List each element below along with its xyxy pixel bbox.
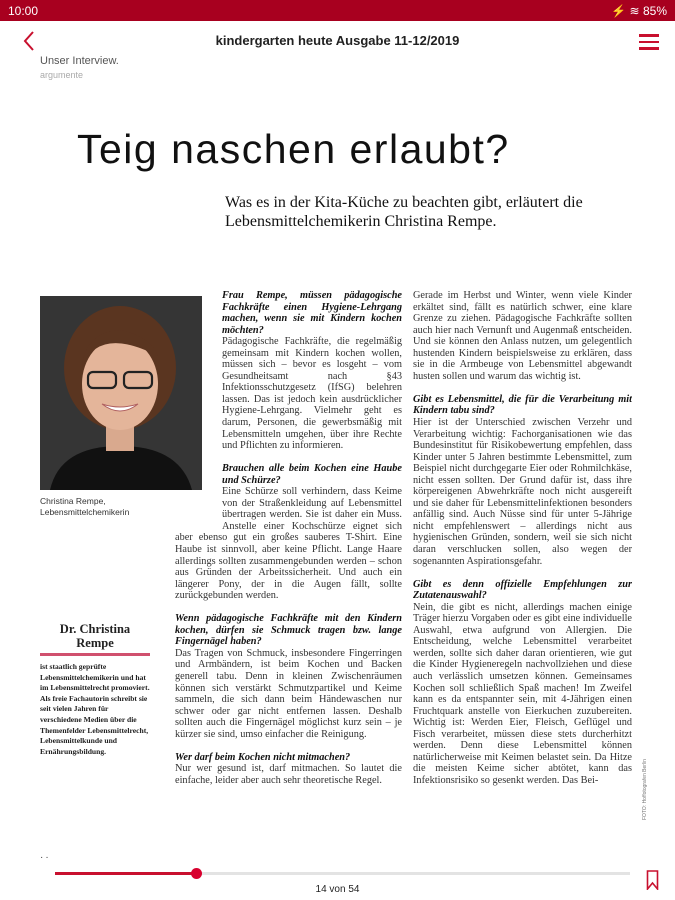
- interview-answer: Das Tragen von Schmuck, insbesondere Fingerringen und Armbändern, ist beim Kochen und Backen generell tabu. Denn in kleinen Zwischenräumen können sich verstärkt Schmutzpartikel und Keime sammeln, die sich dann beim Händewaschen nur schwer oder gar nicht entfernen lassen. Deshalb sollten auch die Fingernägel möglichst kurz sein – je kürzer sie sind, umso einfacher die Reinigung.: [175, 647, 402, 740]
- signal-wifi-icon: ⚡ ≋: [611, 3, 640, 18]
- article-headline: Teig naschen erlaubt?: [77, 126, 510, 172]
- bookmark-icon: [646, 870, 659, 890]
- menu-button[interactable]: [639, 34, 659, 49]
- author-name: Dr. Christina Rempe: [59, 622, 131, 650]
- interview-question: Gibt es denn offizielle Empfehlungen zur Zutatenauswahl?: [413, 578, 632, 602]
- interview-question: Brauchen alle beim Kochen eine Haube und Schürze?: [222, 463, 402, 486]
- page-slider-thumb[interactable]: [191, 868, 202, 879]
- page-slider-progress: [55, 872, 196, 875]
- section-category: argumente: [40, 70, 84, 80]
- caption-role: Lebensmittelchemikerin: [40, 506, 130, 517]
- bookmark-button[interactable]: [646, 870, 659, 890]
- article-column-2: [175, 290, 402, 850]
- status-bar: [0, 0, 675, 21]
- caption-name: Christina Rempe,: [40, 496, 106, 506]
- interview-answer: Pädagogische Fachkräfte, die regelmäßig gemeinsam mit Kindern kochen wollen, müssen sich – bevor es losgeht – vom Gesundheitsamt nach §43 Infektionsschutzgesetz (IfSG) belehren lassen. Das ist jedoch kein ausdrücklicher Hygiene-Lehrgang. Vielmehr geht es darum, Personen, die gewerbsmäßig mit Lebensmitteln umgehen, über ihre Rechte und Pflichten zu informieren.: [222, 336, 402, 452]
- interview-question: Wer darf beim Kochen nicht mitmachen?: [175, 751, 351, 763]
- battery-level: 85%: [642, 3, 667, 18]
- interview-question: Gibt es Lebensmittel, die für die Verarbeitung mit Kindern tabu sind?: [413, 393, 632, 417]
- hamburger-icon: [639, 34, 659, 37]
- article-column-3: [413, 290, 632, 850]
- author-divider: [40, 653, 150, 656]
- photo-credit: FOTO: Hoffotografen Berlin: [642, 759, 648, 820]
- section-kicker: Unser Interview.: [40, 55, 119, 67]
- article-subtitle: Was es in der Kita-Küche zu beachten gibt, erläutert die Lebensmittelchemikerin Christina Rempe.: [225, 194, 583, 230]
- interview-answer: Gerade im Herbst und Winter, wenn viele Kinder erkältet sind, fällt es natürlich schwer, eine klare Grenze zu ziehen. Pädagogische Fachkräfte sollten auch hier nach Vernunft und Augenmaß entscheiden. Und sie können den Anlass nutzen, um gelegentlich hustenden Kindern beispielsweise zu erklären, dass sie in die Armbeuge von Lebensmittel abgewandt husten sollen und warum das wichtig ist.: [413, 290, 632, 382]
- interview-answer: Hier ist der Unterschied zwischen Verzehr und Verarbeitung wichtig: Fachorganisationen wie das Bundesinstitut für Risikobewertung empfehlen, dass Kinder unter 5 Jahren bestimmte Lebensmittel, zum Beispiel nicht durchgegarte Eier oder Rohmilchkäse, nicht essen sollten. Der Grund dafür ist, dass ihre körpereigenen Abwehrkräfte noch nicht ausgereift und sie daher für Lebensmittelinfektionen besonders anfällig sind. Auch Nüsse sind für unter 5-Jährige nicht empfehlenswert – allerdings nicht aus hygienischen Gründen, sondern, weil sie sich nicht daran verschlucken sollen, also wegen der sogenannten Aspirationsgefahr.: [413, 416, 632, 567]
- issue-title: kindergarten heute Ausgabe 11-12/2019: [215, 33, 460, 48]
- page-slider[interactable]: [55, 872, 630, 875]
- photo-caption: [40, 496, 129, 517]
- status-icons: [611, 4, 667, 18]
- interview-question: Frau Rempe, müssen pädagogische Fachkräfte einen Hygiene-Lehrgang machen, wenn sie mit Kindern kochen möchten?: [222, 290, 402, 336]
- interview-answer: Nur wer gesund ist, darf mitmachen. So lautet die einfache, leider aber auch sehr theoretische Regel.: [175, 763, 402, 786]
- page-indicator: 14 von 54: [315, 884, 360, 895]
- interview-answer: Nein, die gibt es nicht, allerdings machen einige Träger hierzu Vorgaben oder es gibt eine individuelle Auswahl, etwa aufgrund von Allergien. Die Entscheidung, welche Lebensmittel verarbeitet werden, sollte sich daher daran orientieren, wie gut die Kinder Hygieneregeln nachvollziehen und diese auch verlässlich umsetzen können. Gemeinsames Kochen soll schließlich Spaß machen! Im Zweifel kann es da entspannter sein, mit 4-Jährigen einen Fruchtquark anstelle von Eierkuchen zuzubereiten. Wichtig ist: Werden Eier, Fleisch, Geflügel und Fisch verarbeitet, müssen diese stets durcherhitzt werden. Denn diese Lebensmittel können natürlicherweise mit Keimen belastet sein. Da Hitze die meisten Keime sicher abtötet, kann das Infektionsrisiko so gesenkt werden. Das Bei-: [413, 601, 632, 786]
- status-time: 10:00: [8, 3, 39, 18]
- author-bio: ist staatlich geprüfte Lebensmittelchemikerin und hat im Lebensmittelrecht promoviert. Als freie Fachautorin schreibt sie seit vielen Jahren für verschiedene Medien über die Themenfelder Lebensmittelrecht, Lebensmittelkunde und Ernährungsbildung.: [40, 662, 150, 756]
- page-marker: ··: [40, 852, 51, 863]
- interview-question: Wenn pädagogische Fachkräfte mit den Kindern kochen, dürfen sie Schmuck tragen bzw. lange Fingernägel haben?: [175, 613, 402, 648]
- interview-answer: Eine Schürze soll verhindern, dass Keime von der Straßenkleidung auf Lebensmittel übertragen werden. Sie ist daher ein Muss. Anstelle einer Kochschürze eignet sich aber ebenso gut ein großes sauberes T-Shirt. Eine Haube ist sinnvoll, aber keine Pflicht. Lange Haare allerdings sollten zusammengebunden werden – schon aus Gründen der Arbeitssicherheit. Und auch ein längerer Pony, der in die Augen fällt, sollte zurückgebunden werden.: [175, 486, 402, 602]
